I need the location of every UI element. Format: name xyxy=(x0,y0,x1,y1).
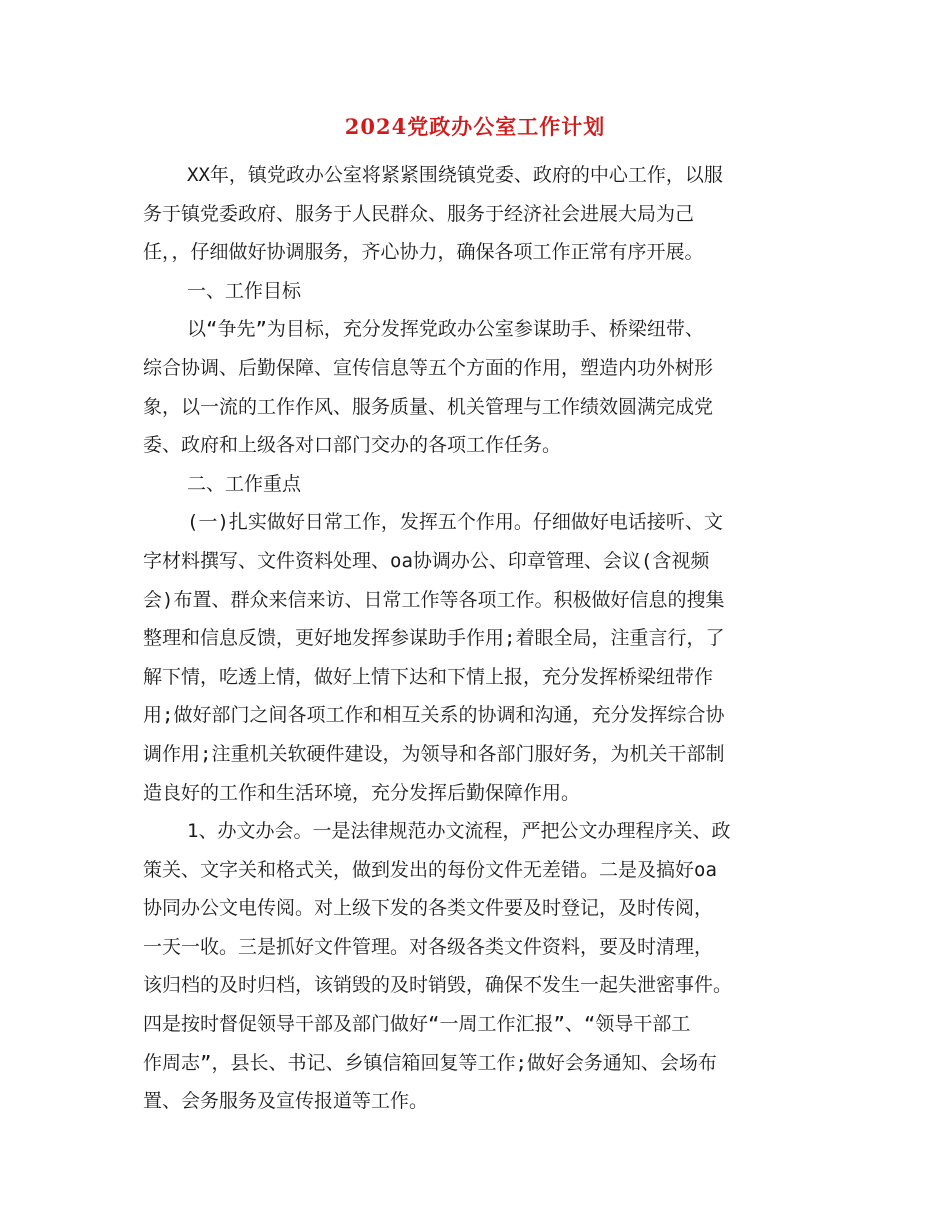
text-line: 会)布置、群众来信来访、日常工作等各项工作。积极做好信息的搜集 xyxy=(143,588,725,611)
text-line: 该归档的及时归档，该销毁的及时销毁，确保不发生一起失泄密事件。 xyxy=(143,974,733,997)
text-line: (一)扎实做好日常工作，发挥五个作用。仔细做好电话接听、文 xyxy=(187,511,723,534)
text-line: 四是按时督促领导干部及部门做好“一周工作汇报”、“领导干部工 xyxy=(143,1013,691,1036)
text-line: 一天一收。三是抓好文件管理。对各级各类文件资料，要及时清理， xyxy=(143,935,714,958)
text-line: 整理和信息反馈，更好地发挥参谋助手作用;着眼全局，注重言行，了 xyxy=(143,627,725,650)
text-line: 字材料撰写、文件资料处理、oa协调办公、印章管理、会议(含视频 xyxy=(143,549,710,572)
text-line: 任，，仔细做好协调服务，齐心协力，确保各项工作正常有序开展。 xyxy=(143,241,704,264)
text-line: 解下情，吃透上情，做好上情下达和下情上报，充分发挥桥梁纽带作 xyxy=(143,665,714,688)
text-line: 综合协调、后勤保障、宣传信息等五个方面的作用，塑造内功外树形 xyxy=(143,356,714,379)
text-line: 造良好的工作和生活环境，充分发挥后勤保障作用。 xyxy=(143,781,581,804)
text-line: 一、工作目标 xyxy=(187,279,302,302)
text-line: 策关、文字关和格式关，做到发出的每份文件无差错。二是及搞好oa xyxy=(143,858,717,881)
text-line: 调作用;注重机关软硬件建设，为领导和各部门服好务，为机关干部制 xyxy=(143,742,725,765)
text-line: 1、办文办会。一是法律规范办文流程，严把公文办理程序关、政 xyxy=(187,820,731,843)
document-title: 2024党政办公室工作计划 xyxy=(344,114,606,139)
text-line: 二、工作重点 xyxy=(187,472,302,495)
text-line: 以“争先”为目标，充分发挥党政办公室参谋助手、桥梁纽带、 xyxy=(187,318,704,341)
document-body xyxy=(143,156,808,1121)
text-line: XX年，镇党政办公室将紧紧围绕镇党委、政府的中心工作，以服 xyxy=(187,164,723,186)
text-line: 作周志”，县长、书记、乡镇信箱回复等工作;做好会务通知、会场布 xyxy=(143,1051,717,1074)
text-line: 置、会务服务及宣传报道等工作。 xyxy=(143,1090,429,1113)
text-line: 象，以一流的工作作风、服务质量、机关管理与工作绩效圆满完成党 xyxy=(143,395,714,418)
text-line: 协同办公文电传阅。对上级下发的各类文件要及时登记，及时传阅， xyxy=(143,897,714,920)
text-line: 委、政府和上级各对口部门交办的各项工作任务。 xyxy=(143,434,562,457)
text-line: 用;做好部门之间各项工作和相互关系的协调和沟通，充分发挥综合协 xyxy=(143,704,725,727)
text-line: 务于镇党委政府、服务于人民群众、服务于经济社会进展大局为己 xyxy=(143,202,695,225)
